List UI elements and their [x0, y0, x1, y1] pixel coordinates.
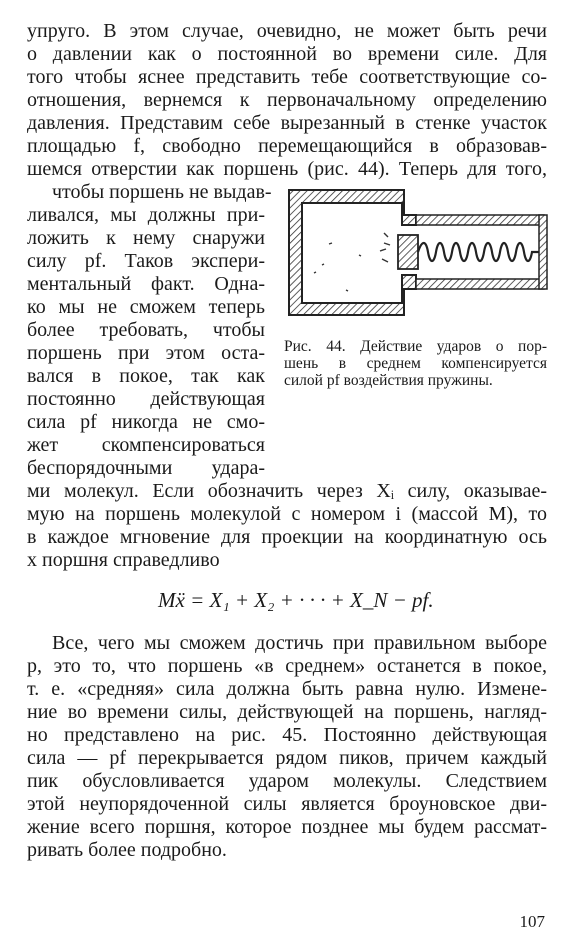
text-line: жение всего поршня, которое позднее мы будем рассмат- [27, 816, 547, 838]
text-line: ми молекул. Если обозначить через Xᵢ силу, оказывае- [27, 480, 547, 502]
text-line: вался в покое, так как [27, 365, 265, 387]
text-line: шемся отверстии как поршень (рис. 44). Теперь для того, [27, 158, 547, 180]
text-line: ментальный факт. Одна- [27, 273, 265, 295]
text-line: в каждое мгновение для проекции на координатную ось [27, 526, 547, 548]
text-line: ко мы не сможем теперь [27, 296, 265, 318]
text-line: того чтобы яснее представить тебе соответствующие со- [27, 66, 547, 88]
page-number: 107 [519, 912, 545, 931]
text-line: p, это то, что поршень «в среднем» останется в покое, [27, 655, 547, 677]
text-line: сила pf никогда не смо- [27, 411, 265, 433]
text-line: но представлено на рис. 45. Постоянно действующая [27, 724, 547, 746]
text-line: ние во времени силы, действующей на поршень, нагляд- [27, 701, 547, 723]
equation-motion: Mẍ = X₁ + X₂ + · · · + X_N − pf. [158, 588, 434, 612]
text-line: отношения, вернемся к первоначальному определению [27, 89, 547, 111]
text-line: мую на поршень молекулой с номером i (массой M), то [27, 503, 547, 525]
text-line: сила — pf перекрывается рядом пиков, причем каждый [27, 747, 547, 769]
text-line: жет скомпенсироваться [27, 434, 265, 456]
text-line: ливался, мы должны при- [27, 204, 265, 226]
figure-caption-line: Рис. 44. Действие ударов о пор- [284, 338, 547, 355]
text-line: т. е. «средняя» сила должна быть равна нулю. Измене- [27, 678, 547, 700]
text-line: беспорядочными удара- [27, 457, 265, 479]
text-line: площадью f, свободно перемещающийся в образовав- [27, 135, 547, 157]
text-line: пик обусловливается ударом молекулы. Следствием [27, 770, 547, 792]
text-line: ривать более подробно. [27, 839, 227, 861]
text-line: чтобы поршень не выдав- [52, 181, 272, 203]
figure-caption-line: силой pf воздействия пружины. [284, 372, 493, 389]
text-line: о давлении как о постоянной во времени силе. Для [27, 43, 547, 65]
text-line: давления. Представим себе вырезанный в стенке участок [27, 112, 547, 134]
text-line: силу pf. Таков экспери- [27, 250, 265, 272]
text-line: более требовать, чтобы [27, 319, 265, 341]
figure-caption-line: шень в среднем компенсируется [284, 355, 547, 372]
text-line: упруго. В этом случае, очевидно, не может быть речи [27, 20, 547, 42]
text-line: Все, чего мы сможем достичь при правильном выборе [52, 632, 547, 654]
text-line: поршень при этом оста- [27, 342, 265, 364]
text-line: ложить к нему снаружи [27, 227, 265, 249]
piston-figure [284, 185, 550, 319]
text-line: этой неупорядоченной силы является броуновское дви- [27, 793, 547, 815]
text-line: постоянно действующая [27, 388, 265, 410]
text-line: x поршня справедливо [27, 549, 220, 571]
